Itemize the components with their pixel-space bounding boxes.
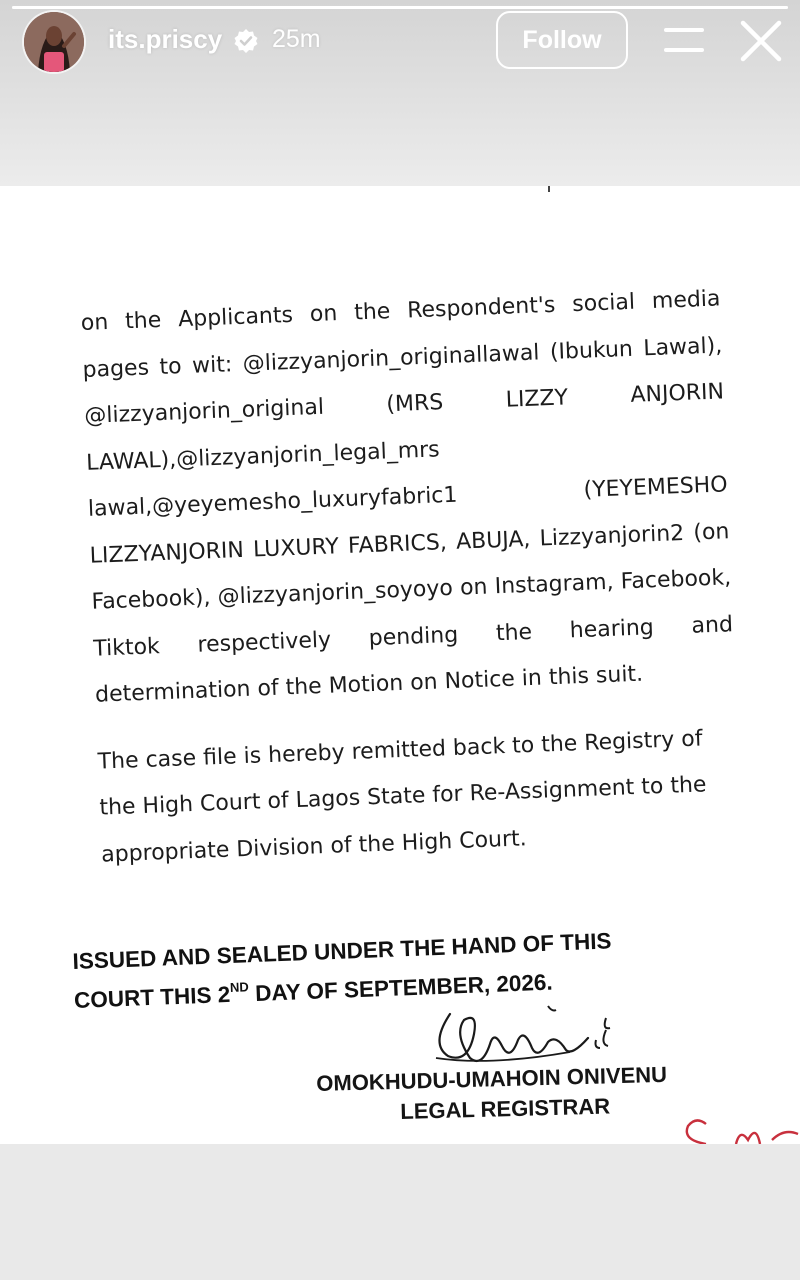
document-paragraph-2: The case file is hereby remitted back to the Registry of the High Court of Lagos State for Re-Assignment to the appropriate Division of the High Court. [97, 725, 707, 868]
seal-line-2-superscript: ND [229, 979, 250, 995]
document-body [80, 276, 742, 878]
document-paragraph-1: on the Applicants on the Respondent's social media pages to wit: @lizzyanjorin_originallawal (Ibukun Lawal), @lizzyanjorin_original (MRS LIZZY ANJORIN LAWAL),@lizzyanjorin_legal_mrs lawal,@yeyemesho_luxuryfabric1 (YEYEMESHO LIZZYANJORIN LUXURY FABRICS, ABUJA, Lizzyanjorin2 (on Facebook), @lizzyanjorin_soyoyo on Instagram, Facebook, Tiktok respectively pending the hearing and determination of the Motion on Notice in this suit. [80, 286, 734, 708]
story-progress-fill [12, 6, 788, 9]
verified-badge-icon [233, 28, 259, 54]
seal-line-2-end: DAY OF SEPTEMBER, 2026. [248, 969, 554, 1007]
story-progress-bar [12, 6, 788, 9]
story-footer [0, 1144, 800, 1280]
registrar-name: OMOKHUDU-UMAHOIN ONIVENU [316, 1061, 668, 1096]
seal-line-2-start: COURT THIS 2 [73, 981, 231, 1013]
red-ink-mark [676, 1114, 800, 1144]
document-speck [548, 186, 550, 192]
avatar[interactable] [24, 12, 84, 72]
story-time: 25m [272, 25, 321, 53]
story-document-image [0, 186, 800, 1144]
username[interactable]: its.priscy [108, 24, 223, 54]
registrar-title: LEGAL REGISTRAR [400, 1093, 611, 1124]
story-header [0, 0, 800, 186]
seal-line-1: ISSUED AND SEALED UNDER THE HAND OF THIS [72, 928, 612, 974]
follow-button[interactable]: Follow [496, 11, 628, 69]
avatar-image [24, 12, 84, 72]
menu-icon[interactable] [662, 26, 706, 56]
close-icon[interactable] [738, 18, 784, 64]
